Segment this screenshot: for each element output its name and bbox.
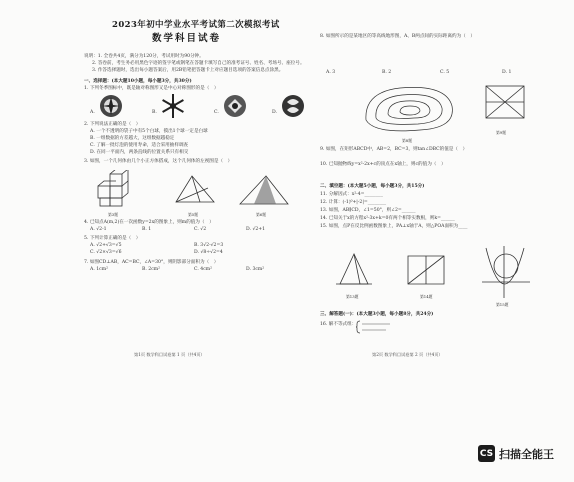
question-12: 12. 计算：(-1)⁰+|-2|=________ xyxy=(320,200,387,205)
question-3: 3. 如图，一个几何体由几个小正方体搭成，这个几何体的左视图是（ ） xyxy=(84,159,233,164)
page-footer-left: 第1页 数学科目试卷第 1 页（共4页） xyxy=(134,352,205,357)
fig-caption-q6: 第6题 xyxy=(256,212,267,217)
q4-option-a: A. √2-1 xyxy=(90,227,107,232)
q1-option-c-figure xyxy=(222,93,248,119)
q7-option-d: D. 3cm² xyxy=(246,267,265,272)
question-13: 13. 如图，AB∥CD，∠1=50°，则∠2=______ xyxy=(320,208,416,213)
q16-brace-figure xyxy=(356,320,396,334)
q1-option-a-label: A. xyxy=(90,110,95,115)
question-5: 5. 下列计算正确的是（ ） xyxy=(84,236,141,241)
fig-caption-q14: 第14题 xyxy=(420,294,433,299)
fig-caption-q9: 第9题 xyxy=(496,130,507,135)
q7-option-b: B. 2cm² xyxy=(142,267,160,272)
question-8: 8. 如图所示的是某地区的等高线地形图，A、B两点间的实际距离约为（ ） xyxy=(320,34,475,39)
q1-option-c-label: C. xyxy=(214,110,219,115)
q6-geometry-figure xyxy=(236,172,292,210)
q5-geometry-figure xyxy=(172,172,218,210)
question-4: 4. 已知点A(m,2)在一次函数y=2x的图象上，则m的值为（ ） xyxy=(84,220,214,225)
q2-option-b: B. 一组数据的方差越大，这组数据越稳定 xyxy=(90,136,175,141)
q4-option-b: B. 1 xyxy=(142,227,152,232)
camscanner-logo-icon: CS xyxy=(478,445,495,462)
q8-option-d: D. 1 xyxy=(502,70,512,75)
q4-option-c: C. √2 xyxy=(194,227,207,232)
fig-caption-q3: 第3题 xyxy=(108,212,119,217)
q1-option-a-figure xyxy=(98,93,124,119)
q8-option-c: C. 5 xyxy=(440,70,450,75)
q5-option-d: D. √8÷√2=4 xyxy=(194,250,223,255)
q5-option-c: C. √2×√3=√6 xyxy=(90,250,122,255)
q7-option-c: C. 4cm² xyxy=(194,267,212,272)
q2-option-d: D. 在同一平面内，两条直线的位置关系只有相交 xyxy=(90,150,189,155)
q13-triangle-figure xyxy=(334,250,374,292)
q15-parabola-figure xyxy=(480,244,532,300)
exam-title: 2023年初中学业水平考试第二次模拟考试 xyxy=(112,20,280,30)
fig-caption-q15: 第15题 xyxy=(496,302,509,307)
q14-geometry-figure xyxy=(404,250,452,290)
watermark-text: 扫描全能王 xyxy=(499,447,554,461)
section-solve-heading: 三、解答题(一)：(本大题3小题，每小题8分，共24分) xyxy=(320,312,434,317)
exam-subject: 数学科目试卷 xyxy=(152,33,222,44)
q7-option-a: A. 1cm² xyxy=(90,267,108,272)
q4-option-d: D. √2+1 xyxy=(246,227,266,232)
section-choice-heading: 一、选择题：(本大题10小题，每小题3分，共30分) xyxy=(84,79,192,84)
q8-option-a: A. 3 xyxy=(326,70,336,75)
q9-rectangle-figure xyxy=(480,80,530,126)
q2-option-c: C. 了解一批灯泡的使用寿命，适合采用抽样调查 xyxy=(90,143,189,148)
fig-caption-q8: 第8题 xyxy=(402,138,413,143)
q2-option-a: A. 一个不透明的袋子中有5个白球，摸出1个球一定是白球 xyxy=(90,129,208,134)
q1-option-d-figure xyxy=(280,93,306,119)
question-2: 2. 下列说法正确的是（ ） xyxy=(84,122,141,127)
question-1: 1. 下列冬季图标中，既是轴对称图形又是中心对称图形的是（ ） xyxy=(84,86,219,91)
q1-option-b-label: B. xyxy=(152,110,157,115)
instruction-2: 2. 答卷前，考生务必用黑色字迹的签字笔或钢笔在答题卡填写自己的准考证号、姓名、考场号、座位号。 xyxy=(92,61,305,66)
q1-option-d-label: D. xyxy=(272,110,277,115)
section-blank-heading: 二、填空题：(本大题5小题，每小题3分，共15分) xyxy=(320,184,425,189)
q1-option-b-figure xyxy=(160,93,186,119)
question-14: 14. 已知关于x的方程x²-3x+k=0有两个相等实数根，则k=______ xyxy=(320,216,455,221)
scanner-watermark xyxy=(478,445,554,462)
q8-option-b: B. 2 xyxy=(382,70,392,75)
question-7: 7. 如图CD⊥AB，AC=BC，∠A=30°，则阴影部分面积为（ ） xyxy=(84,260,219,265)
fig-caption-q5: 第5题 xyxy=(188,212,199,217)
q8-contour-map-figure xyxy=(360,80,460,136)
question-10: 10. 已知抛物线y=x²-2x+c的顶点在x轴上，则c的值为（ ） xyxy=(320,162,446,167)
exam-page-right xyxy=(320,22,554,368)
question-15: 15. 如图，点P在反比例函数图象上，PA⊥x轴于A，则△POA面积为____ xyxy=(320,224,468,229)
question-9: 9. 如图，在矩形ABCD中，AB=2，BC=3，则tan∠DBC的值是（ ） xyxy=(320,147,468,152)
question-16: 16. 解不等式组： xyxy=(320,322,357,327)
instruction-3: 3. 作答选择题时，选出每小题答案后，用2B铅笔把答题卡上对应题目选项的答案信息点涂黑。 xyxy=(92,68,284,73)
q5-option-b: B. 3√2-√2=3 xyxy=(194,243,224,248)
q5-option-a: A. √2+√3=√5 xyxy=(90,243,122,248)
exam-page-left xyxy=(84,22,316,368)
question-11: 11. 分解因式：x²-4=________ xyxy=(320,192,383,197)
fig-caption-q13: 第13题 xyxy=(346,294,359,299)
q3-cube-figure xyxy=(94,170,144,210)
page-footer-right: 第2页 数学科目试卷第 2 页（共4页） xyxy=(372,352,443,357)
instruction-1: 说明：1. 全卷共4页，满分为120分，考试用时为90分钟。 xyxy=(84,54,204,59)
